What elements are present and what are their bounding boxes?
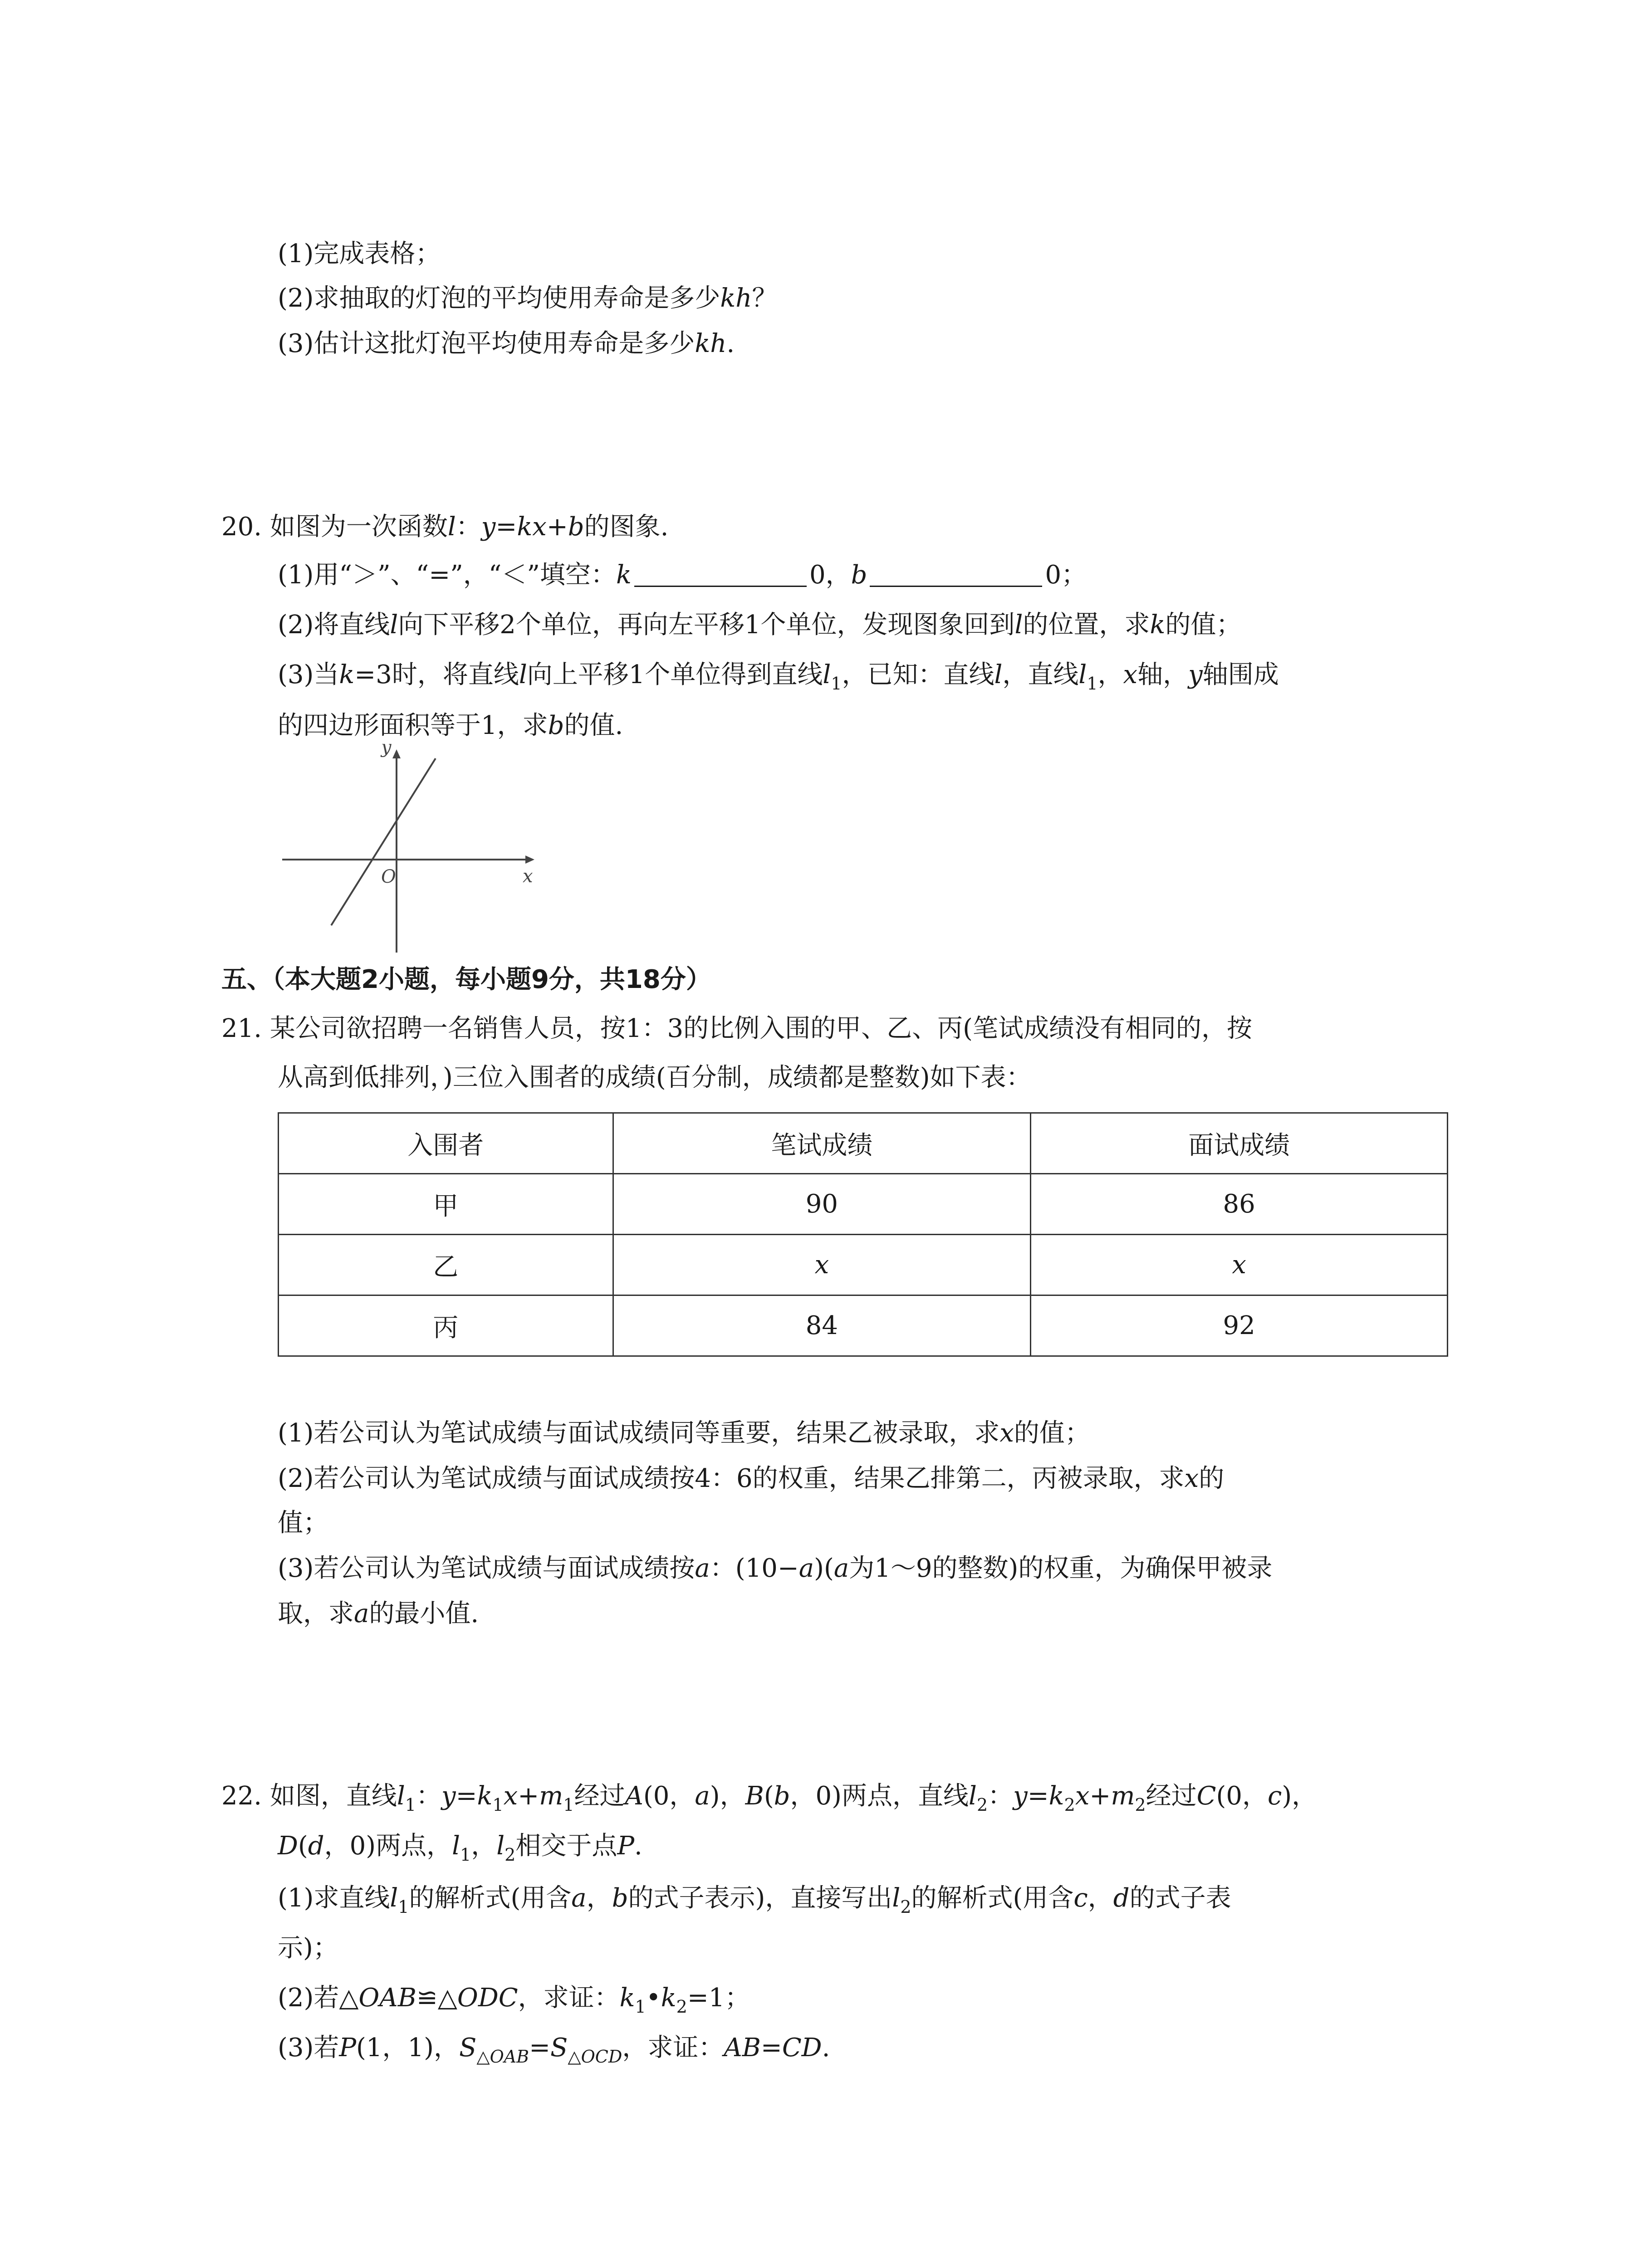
- q21-part3-cont-var: a: [354, 1599, 369, 1628]
- q21-part3-cont-b: 的最小值.: [369, 1599, 479, 1628]
- table-cell: 86: [1031, 1174, 1448, 1235]
- q21-stem1: 某公司欲招聘一名销售人员，按1：3的比例入围的甲、乙、丙(笔试成绩没有相同的，按: [269, 1014, 1252, 1043]
- q22-p3-c: ，求证：: [622, 2033, 724, 2063]
- q19-part3-text: (3)估计这批灯泡平均使用寿命是多少: [278, 329, 695, 358]
- q22-s1-b-var: b: [774, 1781, 790, 1811]
- q22-s2-l2: l: [496, 1831, 505, 1861]
- q19-part2-end: ？: [752, 284, 778, 313]
- table-cell: 乙: [279, 1235, 613, 1295]
- q19-part2: [278, 280, 777, 317]
- q21-score-table: [278, 1112, 1448, 1357]
- q20-part1-zero2: 0；: [1045, 560, 1087, 590]
- q19-part1-text: (1)完成表格；: [278, 239, 441, 269]
- q22-s1-eq1-sub: 1: [492, 1795, 504, 1815]
- q22-s1-h: ：: [988, 1781, 1014, 1811]
- q21-part3-a: (3)若公司认为笔试成绩与面试成绩按: [278, 1554, 695, 1583]
- q20-part3-cont-a: 的四边形面积等于1，求: [278, 711, 548, 740]
- q22-s1-a-var: a: [695, 1781, 710, 1811]
- q22-p1-d: 的式子表示)，直接写出: [628, 1883, 892, 1913]
- q20-stem-var: l: [447, 512, 456, 542]
- q22-p2-dot: •: [646, 1983, 661, 2013]
- q22-p2-ODC: ODC: [457, 1983, 518, 2013]
- q20-part2-text-a: (2)将直线: [278, 610, 390, 640]
- q22-p1-l2-sub: 2: [900, 1897, 911, 1917]
- q21-part1-x: x: [999, 1418, 1014, 1448]
- line-l: [331, 758, 436, 925]
- q22-p3-a: (3)若: [278, 2033, 339, 2063]
- q20-part3-l3-sub: 1: [1087, 674, 1098, 694]
- q20-part3-d: ，已知：直线: [842, 660, 994, 689]
- q20-part1: [278, 557, 1087, 593]
- q20-part3-y: y: [1188, 660, 1203, 689]
- q21-part3-cont: [278, 1596, 479, 1632]
- q20-stem-colon: ：: [456, 512, 481, 542]
- q22-p1-l2: l: [892, 1883, 901, 1913]
- table-cell: 甲: [279, 1174, 613, 1235]
- q21-part2-a: (2)若公司认为笔试成绩与面试成绩按4：6的权重，结果乙排第二，丙被录取，求: [278, 1464, 1185, 1493]
- q22-p3-S1-sub: △OAB: [476, 2047, 529, 2067]
- table-cell: 92: [1031, 1295, 1448, 1356]
- q22-p3-P: P: [339, 2033, 357, 2063]
- q22-s1-e: )，: [710, 1781, 745, 1811]
- q21-part2-b: 的: [1199, 1464, 1225, 1493]
- q22-p1-g: 的式子表: [1129, 1883, 1231, 1913]
- q21-part2: [278, 1461, 1224, 1497]
- q22-s1-eq1b-sub: 1: [563, 1795, 574, 1815]
- q20-part3-l1-sub: 1: [831, 674, 842, 694]
- q20-part3-cont: [278, 708, 623, 744]
- q21-stem-line1: [221, 1011, 1252, 1047]
- q19-part3-unit: kh: [695, 329, 727, 358]
- q22-p3-CD: CD: [782, 2033, 822, 2063]
- table-header-cell: 面试成绩: [1031, 1113, 1448, 1174]
- q21-part2-cont: 值；: [278, 1508, 328, 1538]
- q20-part3-f: ，: [1097, 660, 1123, 689]
- q22-s1-eq2b-sub: 2: [1135, 1795, 1146, 1815]
- q20-part2-text-b: 向下平移2个单位，再向左平移1个单位，发现图象回到: [398, 610, 1015, 640]
- q20-part2-k: k: [1150, 610, 1166, 640]
- q20-part2-l2: l: [1014, 610, 1023, 640]
- q22-p2-c: ，求证：: [518, 1983, 620, 2013]
- q20-part1-zero1: 0，: [809, 560, 851, 590]
- q20-function-graph: [278, 744, 541, 957]
- q22-part3: [278, 2030, 830, 2066]
- q22-part2: [278, 1980, 750, 2016]
- q22-p2-k1-sub: 1: [635, 1997, 646, 2017]
- q20-part3-cont-b: b: [548, 711, 564, 740]
- q20-part1-text: (1)用“＞”、“=”，“＜”填空：: [278, 560, 617, 590]
- q22-part1: [278, 1880, 1231, 1916]
- q21-part3-c-var: a: [833, 1554, 849, 1583]
- q22-s2-a: (: [298, 1831, 308, 1861]
- q22-s1-b: ：: [416, 1781, 441, 1811]
- q21-part3-b: ：(10−: [710, 1554, 799, 1583]
- q22-p3-S2-sub: △OCD: [568, 2047, 622, 2067]
- q20-part1-k: k: [616, 560, 632, 590]
- q22-p1-a-var: a: [571, 1883, 587, 1913]
- q22-s1-eq2: y=k: [1013, 1781, 1064, 1811]
- q22-p1-c: ，: [586, 1883, 612, 1913]
- q20-number: 20.: [221, 512, 262, 542]
- q19-part2-unit: kh: [720, 284, 752, 313]
- q22-p1-b: 的解析式(用含: [409, 1883, 572, 1913]
- q22-p1-c-var: c: [1073, 1883, 1088, 1913]
- q22-p1-l1: l: [390, 1883, 398, 1913]
- q20-part3-b: =3时，将直线: [354, 660, 519, 689]
- table-cell: x: [1031, 1235, 1448, 1295]
- q22-p2-k2: k: [661, 1983, 676, 2013]
- q22-p3-eq: =: [529, 2033, 551, 2063]
- q19-part2-text: (2)求抽取的灯泡的平均使用寿命是多少: [278, 284, 720, 313]
- q22-part1-cont: 示)；: [278, 1933, 338, 1963]
- q22-s1-l2: l: [969, 1781, 977, 1811]
- table-header-cell: 笔试成绩: [613, 1113, 1031, 1174]
- q22-p2-a: (2)若△: [278, 1983, 359, 2013]
- q22-p3-S1: S: [459, 2033, 477, 2063]
- q22-s1-i: 经过: [1146, 1781, 1197, 1811]
- q22-p3-S2: S: [550, 2033, 568, 2063]
- q22-s2-e: .: [634, 1831, 642, 1861]
- q22-s1-c-var: c: [1267, 1781, 1282, 1811]
- q22-p1-f: ，: [1087, 1883, 1113, 1913]
- q20-part2-l: l: [390, 610, 398, 640]
- q22-s2-P: P: [617, 1831, 635, 1861]
- table-row: [279, 1295, 1448, 1356]
- q20-part3-e: ，直线: [1002, 660, 1079, 689]
- q22-s2-c: ，: [471, 1831, 497, 1861]
- table-cell: 90: [613, 1174, 1031, 1235]
- q20-part3-a: (3)当: [278, 660, 339, 689]
- y-axis-label: y: [381, 744, 392, 758]
- section5-title: 五、（本大题2小题，每小题9分，共18分）: [221, 965, 711, 994]
- table-row: [279, 1174, 1448, 1235]
- q22-s1-k: )，: [1282, 1781, 1318, 1811]
- q22-p3-AB: AB: [724, 2033, 761, 2063]
- table-header-cell: 入围者: [279, 1113, 613, 1174]
- origin-label: O: [381, 866, 396, 887]
- q21-part3-a-var: a: [695, 1554, 710, 1583]
- q21-part2-x: x: [1184, 1464, 1199, 1493]
- q22-p1-a: (1)求直线: [278, 1883, 390, 1913]
- q22-p1-e: 的解析式(用含: [911, 1883, 1074, 1913]
- q22-number: 22.: [221, 1781, 262, 1811]
- q22-s1-eq2-sub: 2: [1064, 1795, 1075, 1815]
- q21-part3-b-var: a: [798, 1554, 814, 1583]
- q21-part3: [278, 1550, 1272, 1587]
- q22-p3-b: (1，1)，: [356, 2033, 459, 2063]
- q21-stem-line2: 从高到低排列，)三位入围者的成绩(百分制，成绩都是整数)如下表：: [278, 1063, 1032, 1092]
- q20-part3-l3: l: [1078, 660, 1087, 689]
- q22-s2-D: D: [278, 1831, 298, 1861]
- q21-part1: [278, 1415, 1090, 1452]
- q22-p1-b-var: b: [612, 1883, 628, 1913]
- q21-part1-b: 的值；: [1014, 1418, 1090, 1448]
- q22-s1-B: B: [745, 1781, 764, 1811]
- q22-p2-k2-sub: 2: [676, 1997, 687, 2017]
- q20-part3-cont-c: 的值.: [564, 711, 623, 740]
- q22-s1-l1-sub: 1: [405, 1795, 416, 1815]
- q20-stem: [221, 509, 668, 545]
- q20-part2-text-d: 的值；: [1165, 610, 1242, 640]
- q20-part3-h: 轴围成: [1202, 660, 1279, 689]
- q20-part3-k: k: [339, 660, 355, 689]
- q22-stem-line2: [278, 1828, 642, 1864]
- q20-part3-l: l: [519, 660, 527, 689]
- q22-s2-d-var: d: [308, 1831, 324, 1861]
- q22-s1-A: A: [625, 1781, 643, 1811]
- q20-stem-end: 的图象.: [584, 512, 669, 542]
- q22-p2-b: ≌△: [416, 1983, 457, 2013]
- table-cell: 84: [613, 1295, 1031, 1356]
- q20-part3-c: 向上平移1个单位得到直线: [527, 660, 823, 689]
- q22-p3-d: .: [822, 2033, 830, 2063]
- q22-s2-l1-sub: 1: [460, 1845, 471, 1865]
- q20-part1-b: b: [851, 560, 867, 590]
- q22-s1-eq1b: x+m: [503, 1781, 563, 1811]
- q22-stem-line1: [221, 1778, 1317, 1814]
- q20-part2-text-c: 的位置，求: [1023, 610, 1150, 640]
- q22-s1-l1: l: [397, 1781, 405, 1811]
- q22-s1-l2-sub: 2: [976, 1795, 988, 1815]
- q20-part3-x: x: [1123, 660, 1138, 689]
- table-cell: x: [613, 1235, 1031, 1295]
- q20-stem-text: 如图为一次函数: [269, 512, 448, 542]
- q22-s1-f: (: [764, 1781, 774, 1811]
- q20-part3-l2: l: [994, 660, 1003, 689]
- q22-s1-eq1: y=k: [441, 1781, 493, 1811]
- q22-s1-j: (0，: [1216, 1781, 1268, 1811]
- q21-part1-a: (1)若公司认为笔试成绩与面试成绩同等重要，结果乙被录取，求: [278, 1418, 1000, 1448]
- q22-s2-d: 相交于点: [515, 1831, 617, 1861]
- x-axis-label: x: [523, 866, 533, 887]
- q22-p3-eq2: =: [760, 2033, 782, 2063]
- q22-s1-c: 经过: [574, 1781, 625, 1811]
- q20-blank-b[interactable]: [870, 560, 1042, 587]
- q20-part3-l1: l: [823, 660, 831, 689]
- table-header-row: [279, 1113, 1448, 1174]
- q20-part3-g: 轴，: [1137, 660, 1189, 689]
- q20-blank-k[interactable]: [634, 560, 807, 587]
- q19-part1: [278, 236, 441, 272]
- q22-s1-a: 如图，直线: [269, 1781, 397, 1811]
- q20-part3: [278, 657, 1279, 693]
- q22-s2-l1: l: [452, 1831, 460, 1861]
- q20-part2: [278, 607, 1241, 643]
- q19-part3: [278, 326, 735, 362]
- table-row: [279, 1235, 1448, 1295]
- q19-part3-end: .: [726, 329, 735, 358]
- x-axis-arrow: [525, 855, 534, 864]
- q22-s1-eq2b: x+m: [1075, 1781, 1135, 1811]
- q22-p1-d-var: d: [1113, 1883, 1130, 1913]
- q22-s2-b: ，0)两点，: [324, 1831, 452, 1861]
- q22-s2-l2-sub: 2: [505, 1845, 516, 1865]
- q22-p2-OAB: OAB: [358, 1983, 416, 2013]
- q21-part3-c: )(: [814, 1554, 834, 1583]
- q22-s1-C: C: [1196, 1781, 1216, 1811]
- q21-part3-cont-a: 取，求: [278, 1599, 354, 1628]
- q22-p2-d: =1；: [687, 1983, 750, 2013]
- q21-number: 21.: [221, 1014, 262, 1043]
- q22-s1-d: (0，: [643, 1781, 695, 1811]
- q22-p1-l1-sub: 1: [398, 1897, 409, 1917]
- y-axis-arrow: [392, 749, 401, 758]
- q21-part3-d: 为1～9的整数)的权重，为确保甲被录: [849, 1554, 1273, 1583]
- q20-stem-equation: y=kx+b: [481, 512, 584, 542]
- q22-s1-g: ，0)两点，直线: [790, 1781, 969, 1811]
- table-cell: 丙: [279, 1295, 613, 1356]
- q22-p2-k1: k: [619, 1983, 635, 2013]
